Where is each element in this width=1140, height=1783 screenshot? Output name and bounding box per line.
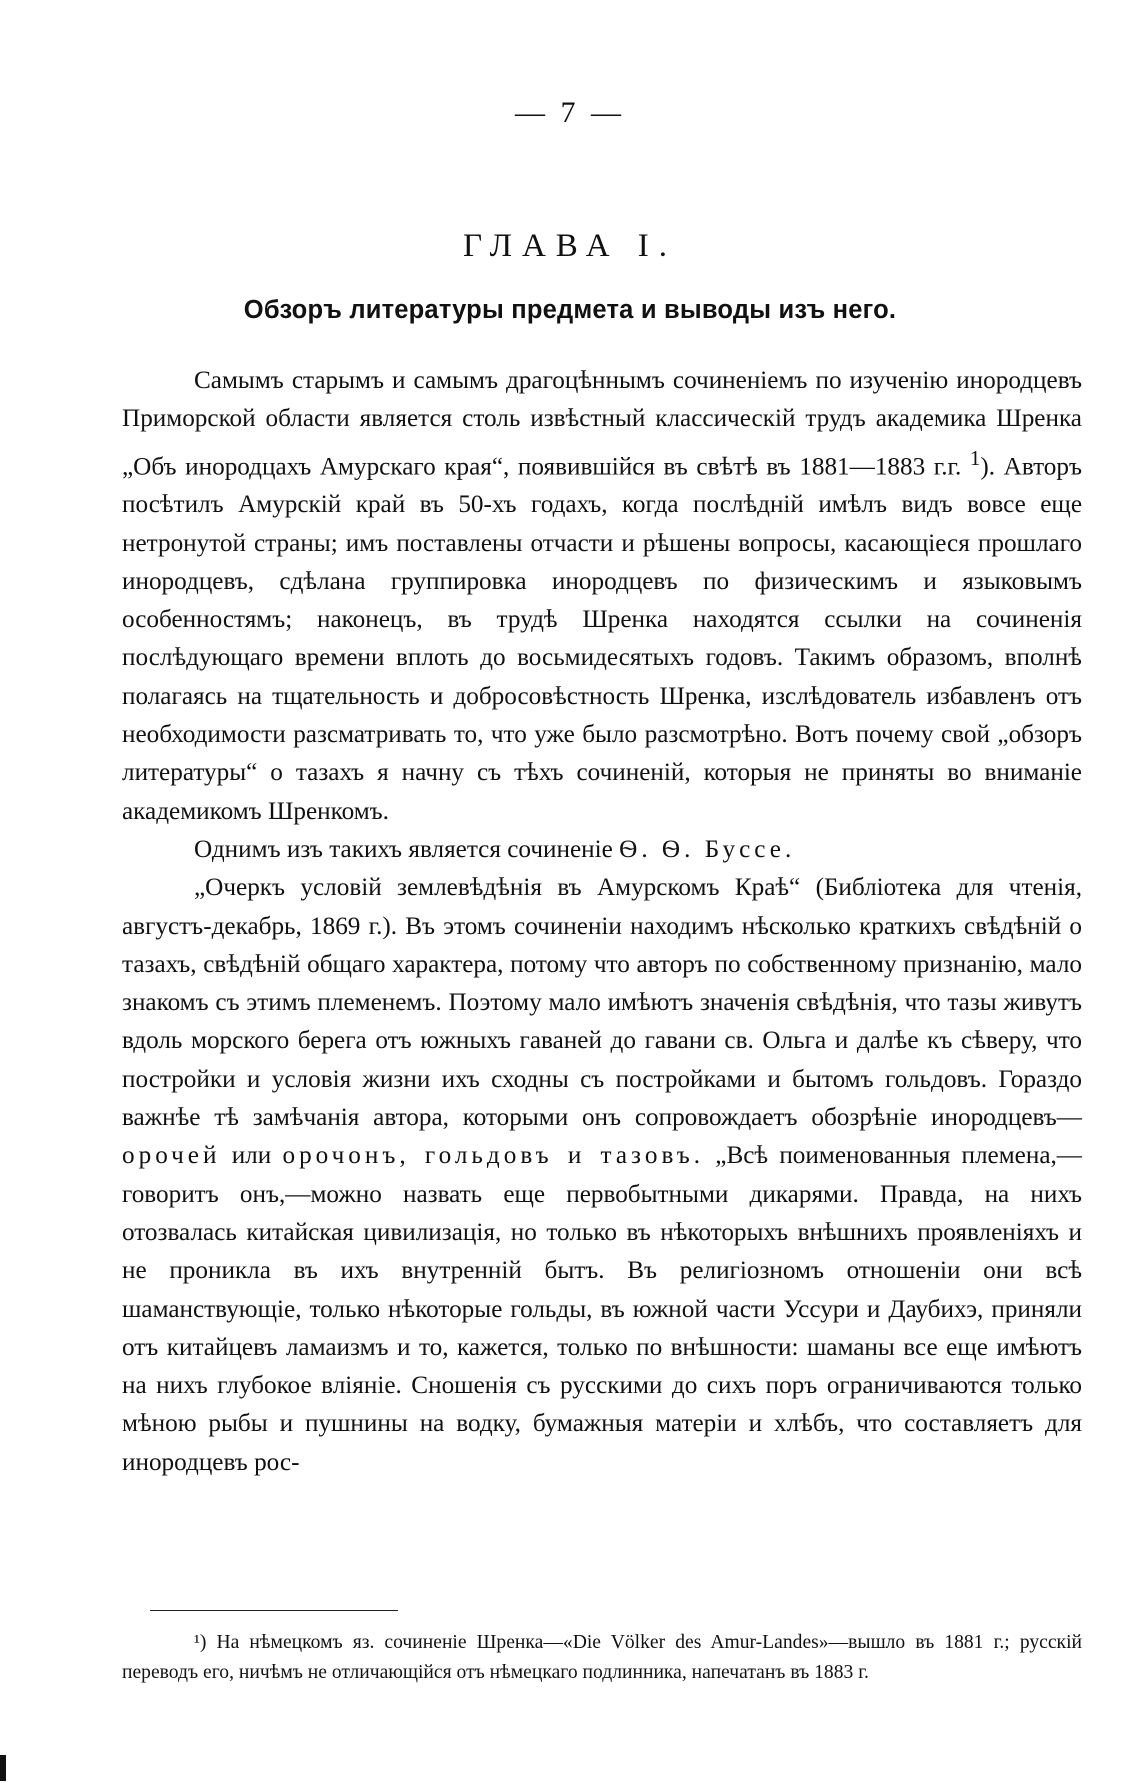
paragraph-3-part-b: или [220,1142,283,1170]
ethnonym-orochi: орочей [122,1142,221,1170]
paragraph-3-part-c: „Всѣ поименованныя племена,—говоритъ онъ,—можно назвать еще первобытными дикарями. Правда, на нихъ отозвалась китайская цивилизація, но только въ нѣкоторыхъ внѣшнихъ проявленіяхъ и не проникла въ ихъ внутренній бытъ. Въ религіозномъ отношеніи они всѣ шаманствующіе, только нѣкоторые гольды, въ южной части Уссури и Даубихэ, приняли отъ китайцевъ ламаизмъ и то, кажется, только по внѣшности: шаманы все еще имѣютъ на нихъ глубокое вліяніе. Сношенія съ русскими до сихъ поръ ограничиваются только мѣною рыбы и пушнины на водку, бумажныя матеріи и хлѣбъ, что составляетъ для инородцевъ рос- [122,1142,1082,1476]
footnote-divider [150,1610,398,1611]
paragraph-1-text: Самымъ старымъ и самымъ драгоцѣннымъ сочиненіемъ по изученію инородцевъ Приморской области является столь извѣстный классическій трудъ академика Шренка „Объ инородцахъ Амурскаго края“, появившійся въ свѣтѣ въ 1881—1883 г.г. [122,367,1082,480]
footnote-paragraph [122,1628,1082,1687]
footnote-reference: 1 [969,445,981,470]
paragraph-2-lead: Однимъ изъ такихъ является сочиненіе [194,835,613,863]
footnote-marker: ¹) [194,1632,207,1653]
page-number: — 7 — [515,96,625,129]
section-title: Обзоръ литературы предмета и выводы изъ него. [243,296,897,324]
scan-edge-mark [0,1755,6,1781]
author-name: Ѳ. Ѳ. Буссе. [619,835,796,863]
body-text [122,362,1082,1482]
paragraph-1-continuation: ). Авторъ посѣтилъ Амурскій край въ 50-хъ годахъ, когда послѣдній имѣлъ видъ вовсе еще нетронутой страны; имъ поставлены отчасти и рѣшены вопросы, касающіеся прошлаго инородцевъ, сдѣлана группировка инородцевъ по физическимъ и языковымъ особенностямъ; наконецъ, въ трудѣ Шренка находятся ссылки на сочиненія послѣдующаго времени вплоть до восьмидесятыхъ годовъ. Такимъ образомъ, вполнѣ полагаясь на тщательность и добросовѣстность Шренка, изслѣдователь избавленъ отъ необходимости разсматривать то, что уже было разсмотрѣно. Вотъ почему свой „обзоръ литературы“ о тазахъ я начну съ тѣхъ сочиненій, которыя не приняты во вниманіе академикомъ Шренкомъ. [122,452,1082,825]
ethnonyms-list: орочонъ, гольдовъ и тазовъ. [282,1142,705,1170]
paragraph-2 [122,831,1082,869]
footnote [122,1628,1082,1687]
paragraph-1 [122,362,1082,831]
paragraph-3-part-a: „Очеркъ условій землевѣдѣнія въ Амурскомъ Краѣ“ (Библіотека для чтенія, августъ-декабрь, 1869 г.). Въ этомъ сочиненіи находимъ нѣсколько краткихъ свѣдѣній о тазахъ, свѣдѣній общаго характера, потому что авторъ по собственному признанію, мало знакомъ съ этимъ племенемъ. Поэтому мало имѣютъ значенія свѣдѣнія, что тазы живутъ вдоль морского берега отъ южныхъ гаваней до гавани св. Ольга и далѣе къ сѣверу, что постройки и условія жизни ихъ сходны съ постройками и бытомъ гольдовъ. Гораздо важнѣе тѣ замѣчанія автора, которыми онъ сопровождаетъ обозрѣніе инородцевъ— [122,874,1082,1132]
footnote-text: На нѣмецкомъ яз. сочиненіе Шренка—«Die Völker des Amur-Landes»—вышло въ 1881 г.; русскій переводъ его, ничѣмъ не отличающійся отъ нѣмецкаго подлинника, напечатанъ въ 1883 г. [122,1632,1082,1683]
paragraph-3 [122,869,1082,1482]
chapter-title: ГЛАВА I. [462,228,678,264]
